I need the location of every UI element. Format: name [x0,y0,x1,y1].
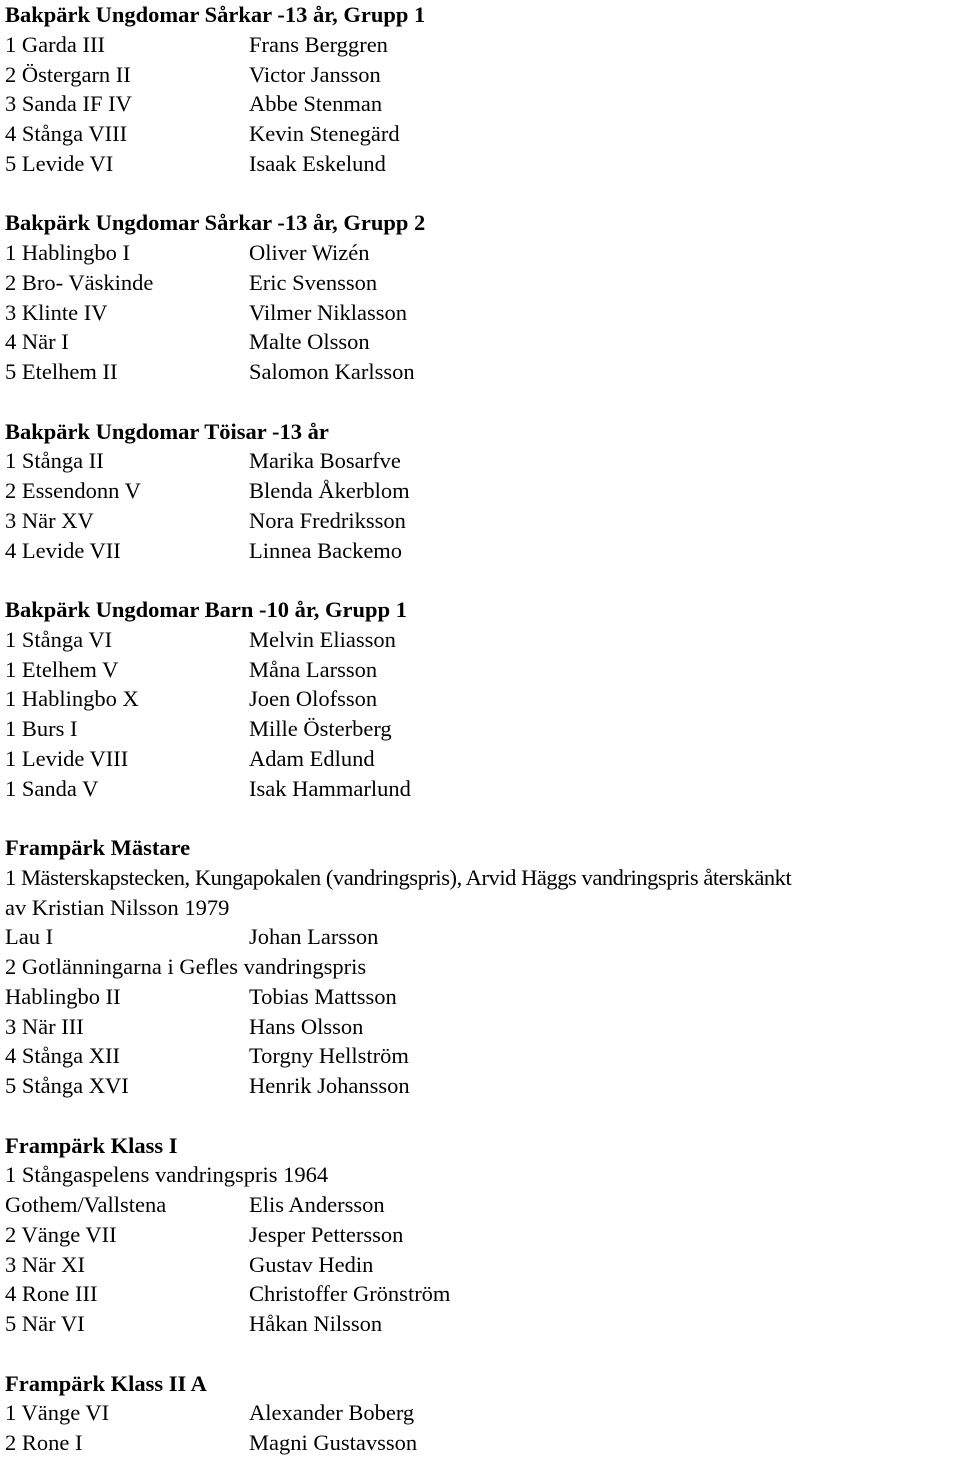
player-name: Linnea Backemo [249,537,403,563]
team-name: 5 Stånga XVI [5,1073,129,1098]
result-row [5,238,960,268]
player-name: Alexander Boberg [249,1400,415,1426]
result-row [5,60,960,90]
result-row [5,625,960,655]
result-row [5,1428,960,1458]
section-heading: Frampärk Mästare [5,835,191,860]
team-name: 1 Sanda V [5,775,99,801]
team-name: 4 När I [5,329,69,355]
result-row [5,1250,960,1280]
prize-text: av Kristian Nilsson 1979 [5,894,230,920]
result-row [5,327,960,357]
section-heading: Bakpärk Ungdomar Töisar -13 år [5,418,329,444]
team-name: 3 När XV [5,507,94,533]
player-name: Magni Gustavsson [249,1430,418,1455]
player-name: Måna Larsson [249,656,378,682]
team-name: 1 Stånga VI [5,626,113,652]
section-spacer [5,1101,960,1131]
player-name: Elis Andersson [249,1192,385,1217]
player-name: Victor Jansson [249,61,381,87]
team-name: 4 Stånga VIII [5,121,128,146]
player-name: Torgny Hellström [249,1043,409,1069]
result-row [5,89,960,119]
team-name: 2 Essendonn V [5,478,141,503]
result-row [5,893,960,923]
player-name: Frans Berggren [249,31,388,57]
section-spacer [5,565,960,595]
team-name: 5 Levide VI [5,150,114,176]
player-name: Abbe Stenman [249,91,383,117]
section-heading: Frampärk Klass I [5,1132,178,1158]
team-name: 3 När III [5,1013,84,1039]
result-row [5,1012,960,1042]
result-row [5,506,960,536]
result-row [5,1220,960,1250]
results-document [5,0,960,1458]
player-name: Henrik Johansson [249,1073,410,1098]
result-row [5,1190,960,1220]
player-name: Mille Österberg [249,716,392,741]
team-name: 1 Garda III [5,31,105,57]
result-row [5,476,960,506]
result-row [5,1041,960,1071]
team-name: 5 När VI [5,1311,85,1336]
result-row [5,119,960,149]
team-name: Hablingbo II [5,983,121,1009]
player-name: Blenda Åkerblom [249,478,410,503]
section-heading: Bakpärk Ungdomar Barn -10 år, Grupp 1 [5,597,407,622]
result-row [5,446,960,476]
player-name: Christoffer Grönström [249,1281,451,1307]
player-name: Kevin Stenegärd [249,121,400,146]
player-name: Håkan Nilsson [249,1311,383,1336]
team-name: 4 Stånga XII [5,1043,120,1069]
section-spacer [5,387,960,417]
team-name: 2 Vänge VII [5,1221,117,1247]
player-name: Hans Olsson [249,1013,364,1039]
result-row [5,268,960,298]
team-name: 1 Etelhem V [5,656,119,682]
result-row [5,863,960,893]
team-name: 1 Burs I [5,716,78,741]
player-name: Gustav Hedin [249,1251,374,1277]
result-row [5,1160,960,1190]
team-name: Gothem/Vallstena [5,1192,167,1217]
player-name: Marika Bosarfve [249,448,401,474]
prize-text: 1 Stångaspelens vandringspris 1964 [5,1162,329,1188]
player-name: Isak Hammarlund [249,775,411,801]
team-name: 2 Rone I [5,1430,83,1455]
result-row [5,655,960,685]
section-spacer [5,179,960,209]
player-name: Eric Svensson [249,269,378,295]
player-name: Salomon Karlsson [249,359,415,384]
result-row [5,357,960,387]
result-row [5,774,960,804]
team-name: 1 Stånga II [5,448,104,474]
section-spacer [5,803,960,833]
player-name: Johan Larsson [249,924,379,950]
player-name: Malte Olsson [249,329,370,355]
result-row [5,30,960,60]
player-name: Nora Fredriksson [249,507,406,533]
result-row [5,982,960,1012]
section-spacer [5,1339,960,1369]
team-name: 4 Levide VII [5,537,121,563]
result-row [5,536,960,566]
team-name: 5 Etelhem II [5,359,118,384]
result-row [5,1279,960,1309]
team-name: 1 Vänge VI [5,1400,110,1426]
result-row [5,1398,960,1428]
section-heading: Frampärk Klass II A [5,1370,207,1396]
team-name: 1 Hablingbo I [5,240,130,265]
player-name: Vilmer Niklasson [249,299,408,325]
result-row [5,1071,960,1101]
section-heading: Bakpärk Ungdomar Sårkar -13 år, Grupp 2 [5,210,426,236]
player-name: Jesper Pettersson [249,1221,404,1247]
result-row [5,684,960,714]
player-name: Tobias Mattsson [249,983,397,1009]
result-row [5,744,960,774]
team-name: 4 Rone III [5,1281,98,1307]
section-heading: Bakpärk Ungdomar Sårkar -13 år, Grupp 1 [5,2,426,27]
player-name: Isaak Eskelund [249,150,386,176]
team-name: 3 Klinte IV [5,299,108,325]
prize-text: 2 Gotlänningarna i Gefles vandringspris [5,954,367,979]
result-row [5,1309,960,1339]
result-row [5,714,960,744]
player-name: Oliver Wizén [249,240,370,265]
result-row [5,149,960,179]
team-name: 1 Hablingbo X [5,686,139,712]
player-name: Joen Olofsson [249,686,378,712]
player-name: Melvin Eliasson [249,626,396,652]
result-row [5,298,960,328]
player-name: Adam Edlund [249,745,375,771]
team-name: 2 Östergarn II [5,61,131,87]
team-name: Lau I [5,924,54,950]
prize-text: 1 Mästerskapstecken, Kungapokalen (vandringspris), Arvid Häggs vandringspris återskänkt [5,864,792,890]
team-name: 3 När XI [5,1251,85,1277]
team-name: 3 Sanda IF IV [5,91,132,117]
result-row [5,952,960,982]
team-name: 2 Bro- Väskinde [5,269,154,295]
team-name: 1 Levide VIII [5,745,129,771]
result-row [5,922,960,952]
